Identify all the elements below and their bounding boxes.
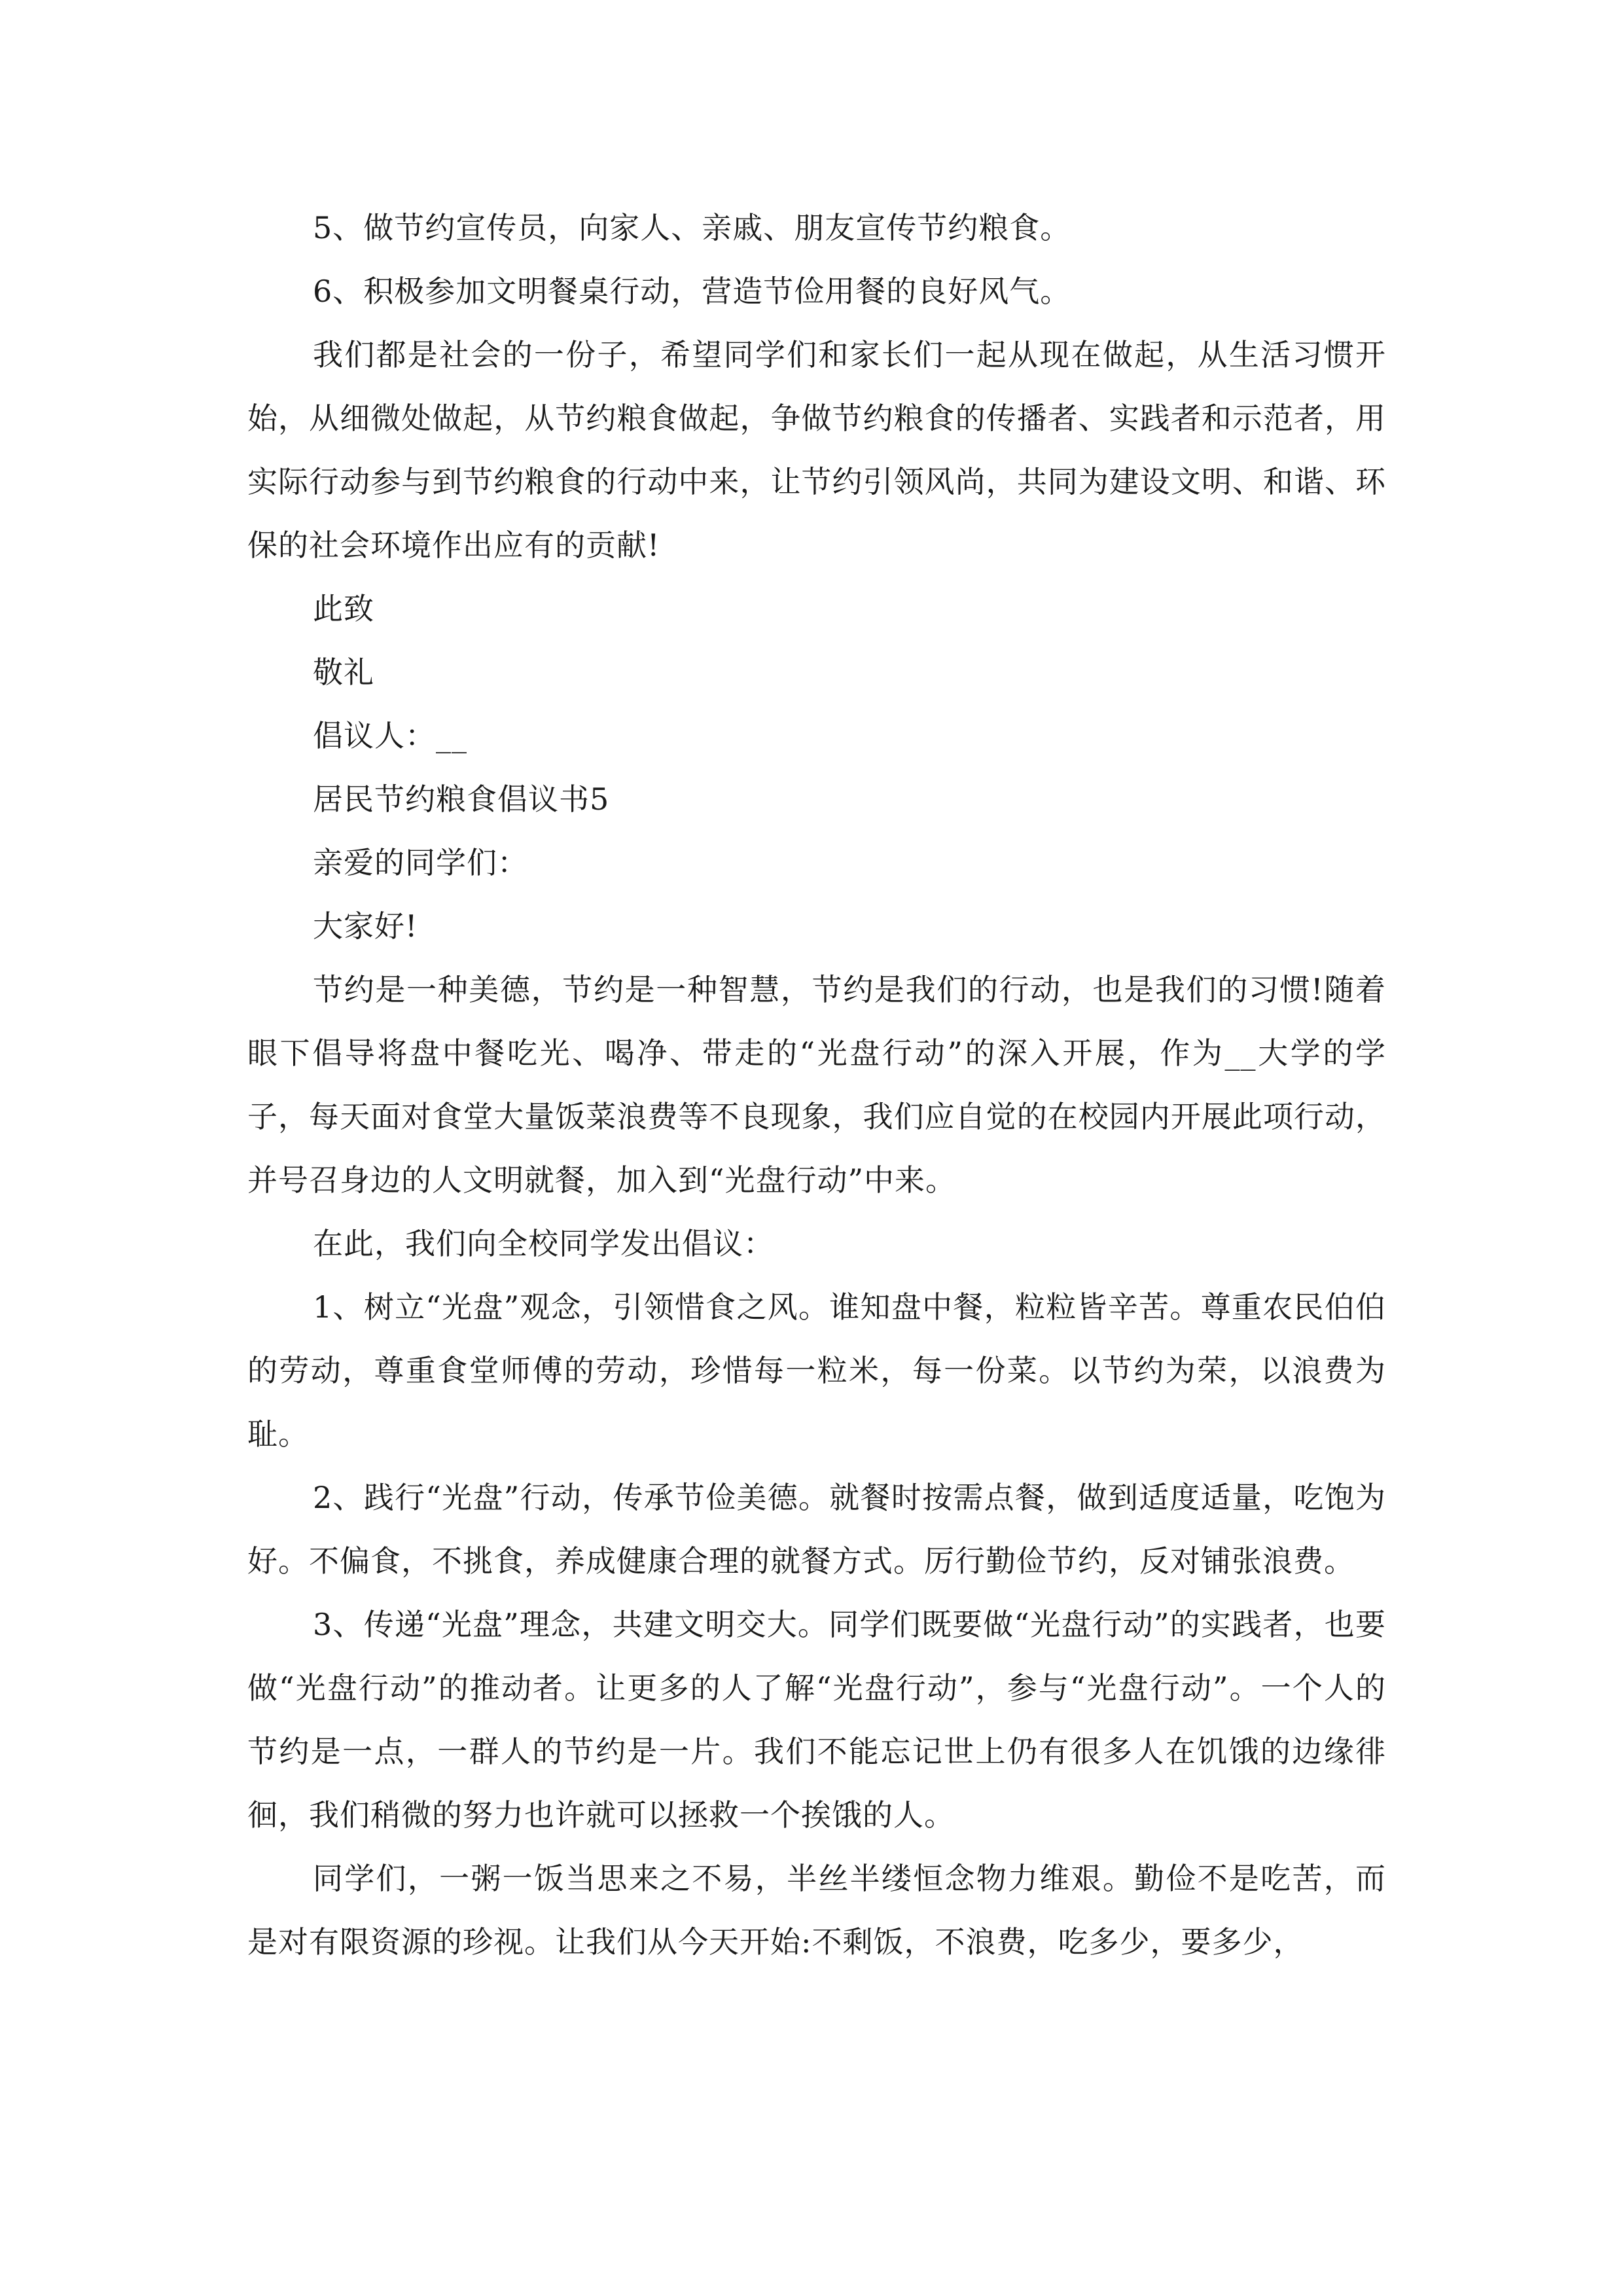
document-page: [247, 196, 1386, 1974]
list-item-1: 1、树立“光盘”观念，引领惜食之风。谁知盘中餐，粒粒皆辛苦。尊重农民伯伯的劳动，尊重食堂师傅的劳动，珍惜每一粒米，每一份菜。以节约为荣，以浪费为耻。: [247, 1289, 1386, 1452]
body-paragraph: 在此，我们向全校同学发出倡议：: [313, 1226, 774, 1261]
list-item-6: 6、积极参加文明餐桌行动，营造节俭用餐的良好风气。: [313, 274, 1071, 309]
body-paragraph: 我们都是社会的一份子，希望同学们和家长们一起从现在做起，从生活习惯开始，从细微处做起，从节约粮食做起，争做节约粮食的传播者、实践者和示范者，用实际行动参与到节约粮食的行动中来，让节约引领风尚，共同为建设文明、和谐、环保的社会环境作出应有的贡献!: [247, 337, 1386, 563]
body-paragraph: 节约是一种美德，节约是一种智慧，节约是我们的行动，也是我们的习惯!随着眼下倡导将盘中餐吃光、喝净、带走的“光盘行动”的深入开展，作为__大学的学子，每天面对食堂大量饭菜浪费等不良现象，我们应自觉的在校园内开展此项行动，并号召身边的人文明就餐，加入到“光盘行动”中来。: [247, 972, 1386, 1198]
closing-regards: 敬礼: [313, 655, 374, 690]
signature-line: 倡议人：__: [313, 718, 467, 753]
list-item-3: 3、传递“光盘”理念，共建文明交大。同学们既要做“光盘行动”的实践者，也要做“光盘行动”的推动者。让更多的人了解“光盘行动”，参与“光盘行动”。一个人的节约是一点，一群人的节约是一片。我们不能忘记世上仍有很多人在饥饿的边缘徘徊，我们稍微的努力也许就可以拯救一个挨饿的人。: [247, 1607, 1386, 1833]
closing-salutation: 此致: [313, 591, 374, 626]
section-title: 居民节约粮食倡议书5: [313, 781, 610, 817]
greeting: 亲爱的同学们：: [313, 845, 528, 880]
list-item-2: 2、践行“光盘”行动，传承节俭美德。就餐时按需点餐，做到适度适量，吃饱为好。不偏食，不挑食，养成健康合理的就餐方式。厉行勤俭节约，反对铺张浪费。: [247, 1480, 1386, 1579]
body-paragraph: 同学们，一粥一饭当思来之不易，半丝半缕恒念物力维艰。勤俭不是吃苦，而是对有限资源的珍视。让我们从今天开始:不剩饭，不浪费，吃多少，要多少，: [247, 1861, 1386, 1960]
list-item-5: 5、做节约宣传员，向家人、亲戚、朋友宣传节约粮食。: [313, 210, 1071, 245]
greeting-hello: 大家好!: [313, 908, 418, 944]
